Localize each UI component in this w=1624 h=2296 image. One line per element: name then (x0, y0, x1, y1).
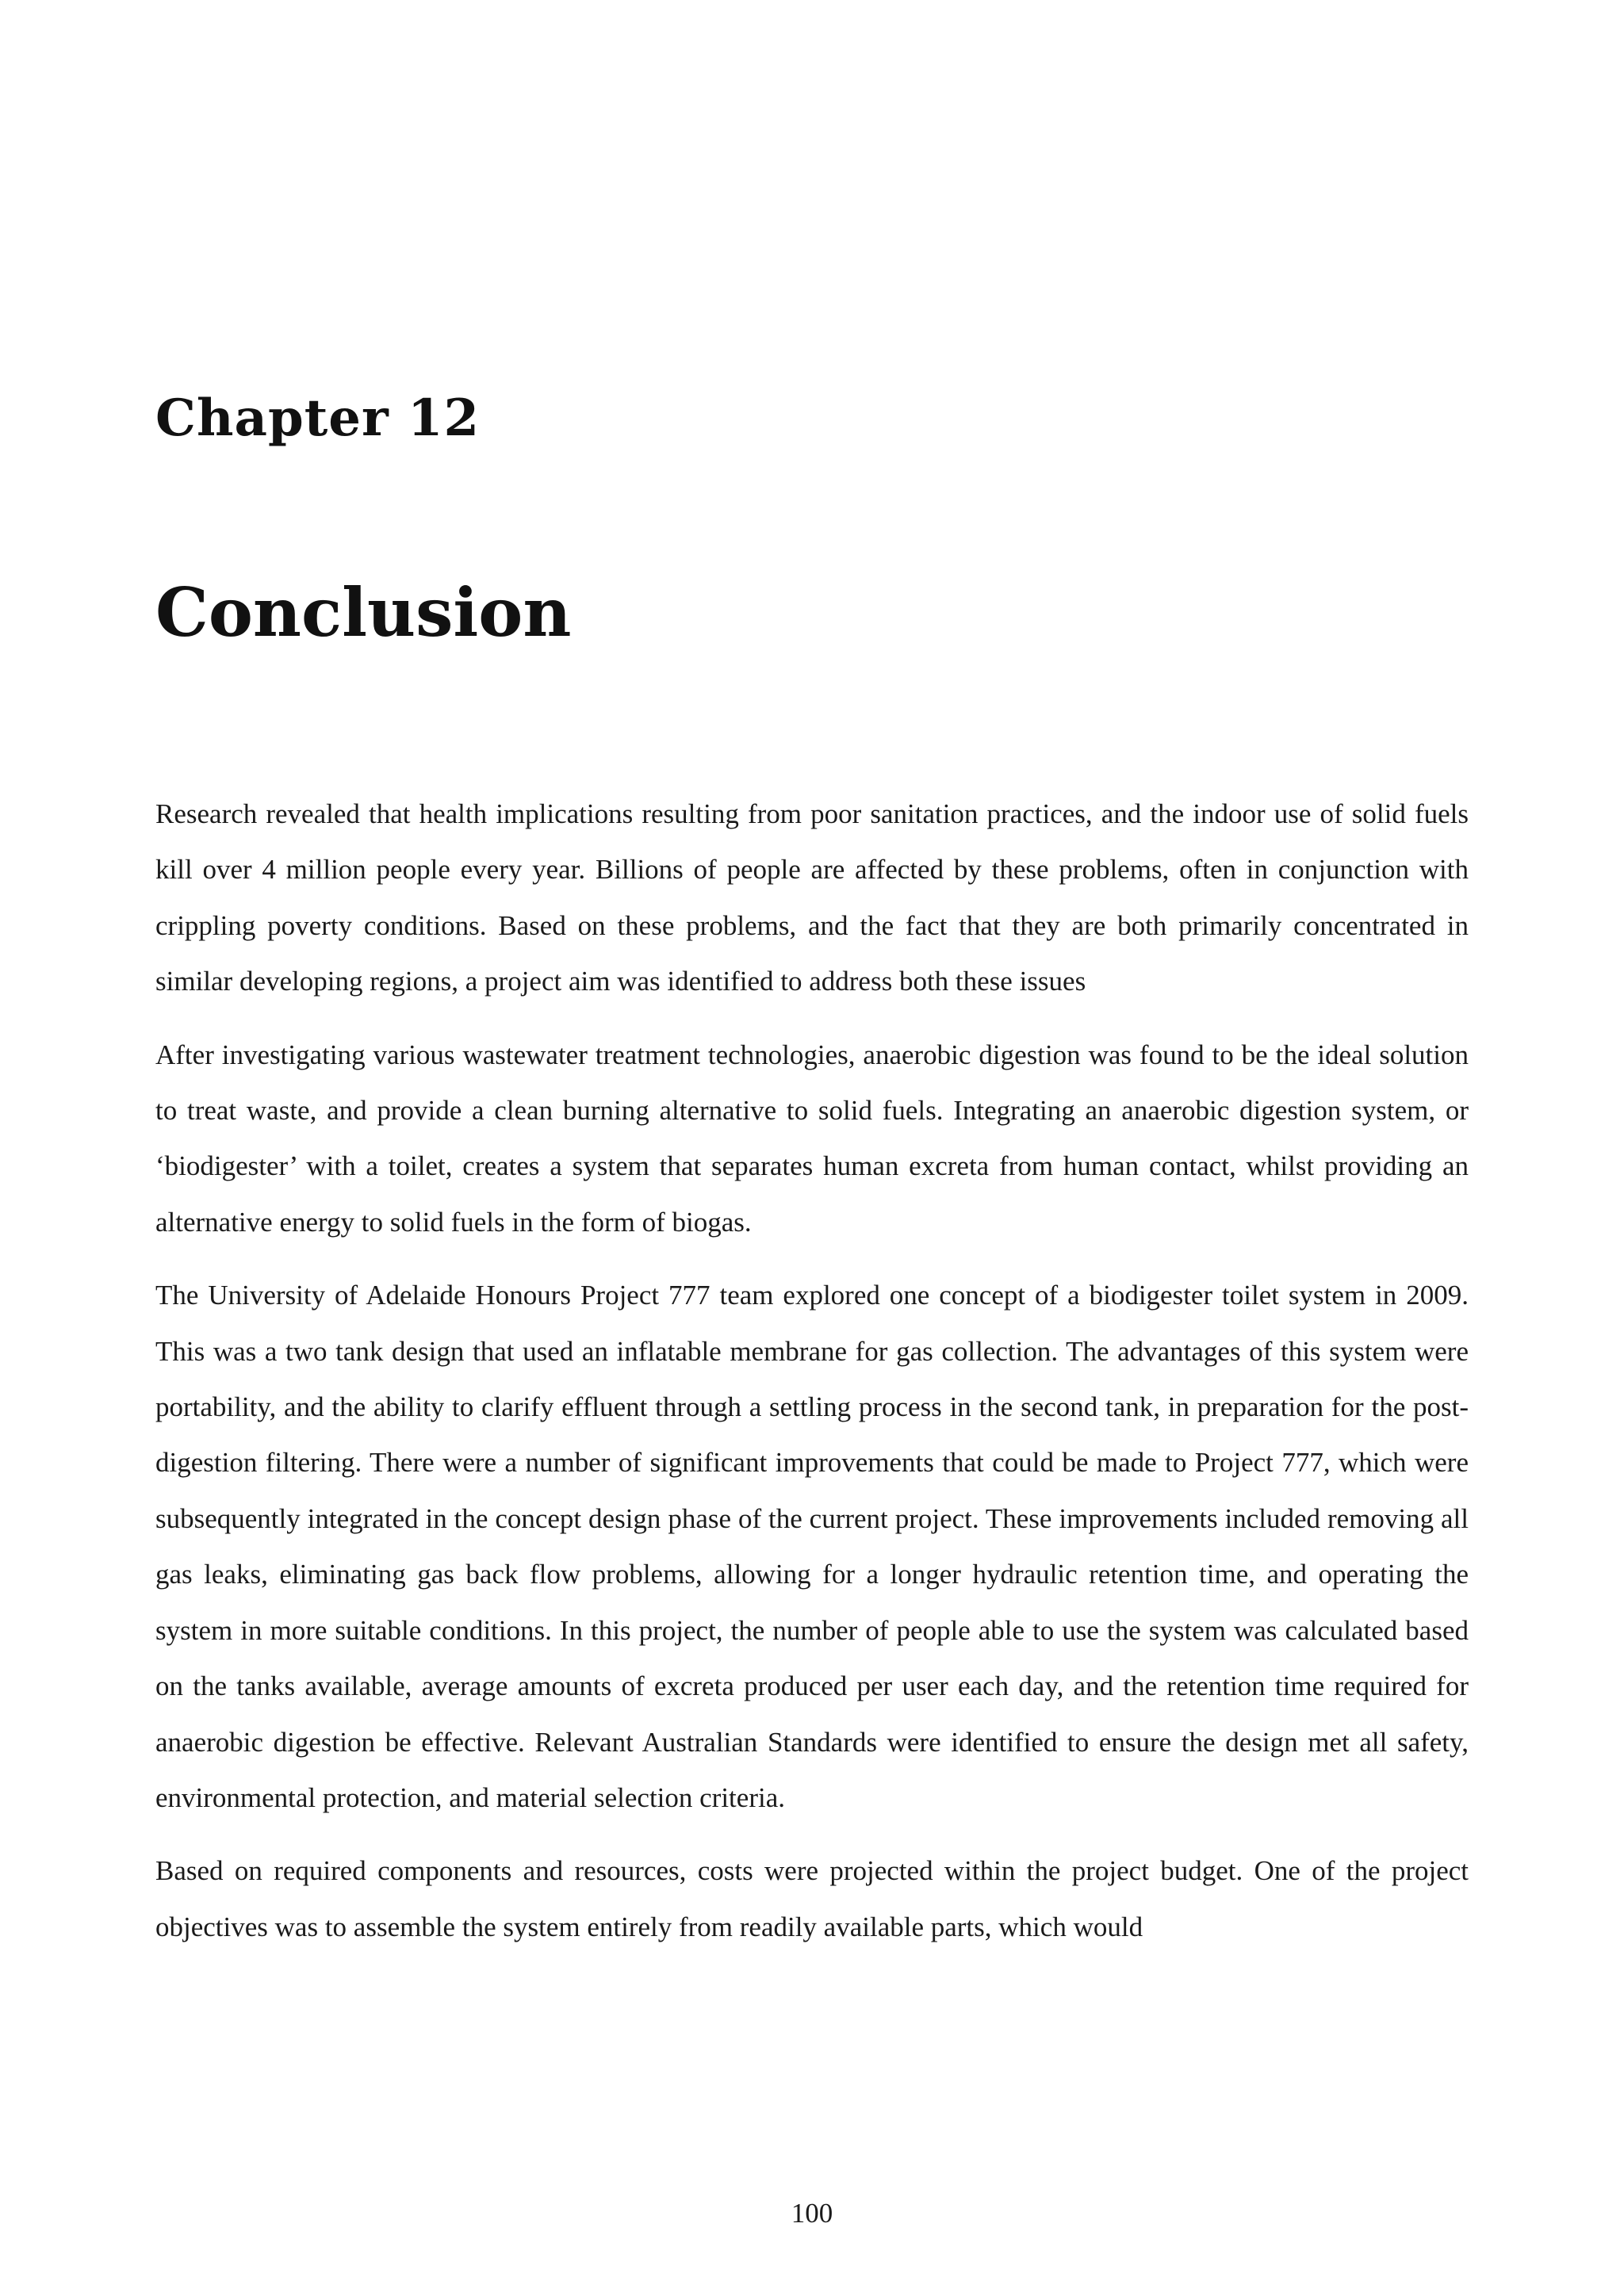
paragraph-costs: Based on required components and resources, costs were projected within the project budget. One of the project objectives was to assemble the system entirely from readily available parts, which would (155, 1855, 1469, 1942)
chapter-label: Chapter 12 (155, 388, 481, 448)
paragraph-project-777: The University of Adelaide Honours Project 777 team explored one concept of a biodigester toilet system in 2009. This was a two tank design that used an inflatable membrane for gas collection. The advantages of this system were portability, and the ability to clarify effluent through a settling process in the second tank, in preparation for the post-digestion filtering. There were a number of significant improvements that could be made to Project 777, which were subsequently integrated in the concept design phase of the current project. These improvements included removing all gas leaks, eliminating gas back flow problems, allowing for a longer hydraulic retention time, and operating the system in more suitable conditions. In this project, the number of people able to use the system was calculated based on the tanks available, average amounts of excreta produced per user each day, and the retention time required for anaerobic digestion be effective. Relevant Australian Standards were identified to ensure the design met all safety, environmental protection, and material selection criteria. (155, 1280, 1469, 1813)
page-number: 100 (791, 2198, 833, 2229)
chapter-title: Conclusion (155, 573, 572, 652)
chapter-body (155, 786, 1469, 1973)
paragraph-anaerobic-digestion: After investigating various wastewater treatment technologies, anaerobic digestion was found to be the ideal solution to treat waste, and provide a clean burning alternative to solid fuels. Integrating an anaerobic digestion system, or ‘biodigester’ with a toilet, creates a system that separates human excreta from human contact, whilst providing an alternative energy to solid fuels in the form of biogas. (155, 1039, 1469, 1238)
paragraph-research-findings: Research revealed that health implications resulting from poor sanitation practices, and the indoor use of solid fuels kill over 4 million people every year. Billions of people are affected by these problems, often in conjunction with crippling poverty conditions. Based on these problems, and the fact that they are both primarily concentrated in similar developing regions, a project aim was identified to address both these issues (155, 798, 1469, 997)
